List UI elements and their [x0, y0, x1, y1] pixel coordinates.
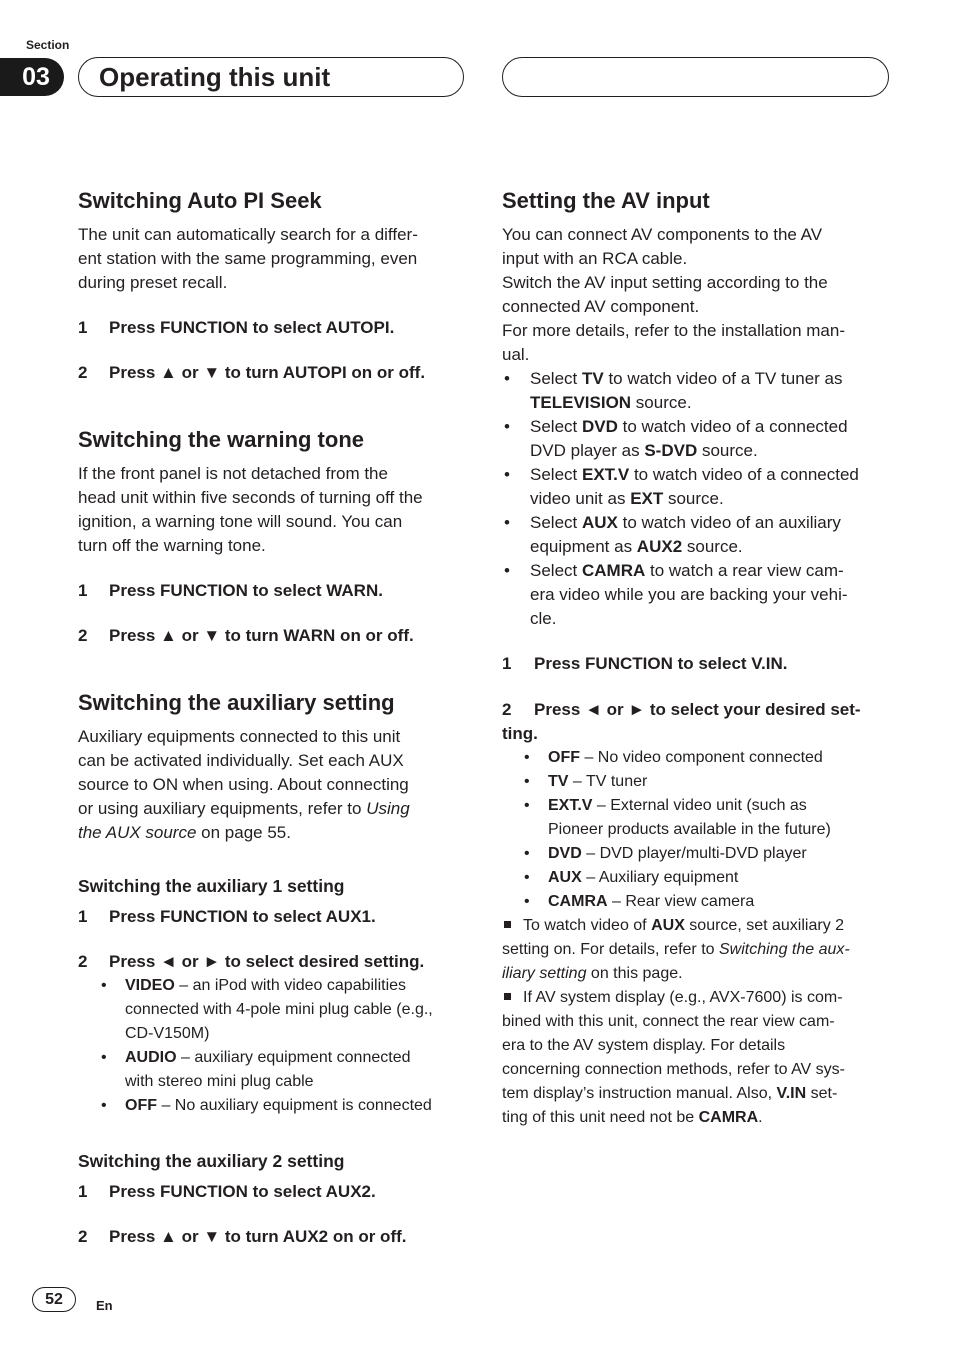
aux1-option-off: • OFF – No auxiliary equipment is connected [101, 1097, 432, 1114]
av-bullet-dvd: • Select DVD to watch video of a connected DVD player as S-DVD source. [504, 417, 848, 460]
heading-auto-pi: Switching Auto PI Seek [78, 188, 322, 213]
note-aux: To watch video of AUX source, set auxiliary 2 setting on. For details, refer to Switching the aux- iliary setting on this page. [502, 917, 850, 982]
aux2-step-1: 1 Press FUNCTION to select AUX2. [78, 1182, 376, 1201]
section-number-badge: 03 [0, 58, 64, 96]
heading-warning-tone: Switching the warning tone [78, 427, 364, 452]
heading-aux2: Switching the auxiliary 2 setting [78, 1151, 345, 1171]
av-step-1: 1 Press FUNCTION to select V.IN. [502, 654, 788, 673]
av-bullet-extv: • Select EXT.V to watch video of a connected video unit as EXT source. [504, 465, 859, 508]
av-step-2-cont: ting. [502, 724, 538, 743]
right-column [502, 186, 890, 1130]
header-blank-box [502, 57, 889, 97]
aux2-step-2: 2 Press ▲ or ▼ to turn AUX2 on or off. [78, 1227, 407, 1246]
av-option-extv: • EXT.V – External video unit (such as Pioneer products available in the future) [524, 797, 831, 838]
warn-step-1: 1 Press FUNCTION to select WARN. [78, 581, 383, 600]
auto-pi-para: The unit can automatically search for a differ- ent station with the same programming, even during preset recall. [78, 225, 418, 292]
left-column [78, 186, 466, 1249]
av-input-para: You can connect AV components to the AV input with an RCA cable. Switch the AV input setting according to the connected AV component. For more details, refer to the installation man- ual. [502, 225, 845, 364]
note-square-icon [504, 921, 511, 928]
av-step-2: 2 Press ◄ or ► to select your desired set- [502, 700, 861, 719]
section-label: Section [26, 38, 70, 52]
note-av-system: If AV system display (e.g., AVX-7600) is com- bined with this unit, connect the rear view cam- era to the AV system display. For details concerning connection methods, refer to AV sys- tem display’s instruction manual. Also, V.IN set- ting of this unit need not be CAMRA. [502, 989, 845, 1126]
page-number: 52 [32, 1287, 76, 1312]
language-label: En [96, 1298, 113, 1313]
auto-pi-step-2: 2 Press ▲ or ▼ to turn AUTOPI on or off. [78, 363, 426, 382]
av-option-aux: • AUX – Auxiliary equipment [524, 869, 739, 886]
warn-step-2: 2 Press ▲ or ▼ to turn WARN on or off. [78, 626, 414, 645]
heading-av-input: Setting the AV input [502, 188, 710, 213]
heading-aux1: Switching the auxiliary 1 setting [78, 876, 345, 896]
note-square-icon [504, 993, 511, 1000]
heading-aux-setting: Switching the auxiliary setting [78, 690, 395, 715]
aux1-step-2: 2 Press ◄ or ► to select desired setting. [78, 952, 425, 971]
av-option-dvd: • DVD – DVD player/multi-DVD player [524, 845, 807, 862]
page-title: Operating this unit [78, 57, 464, 97]
aux1-step-1: 1 Press FUNCTION to select AUX1. [78, 907, 376, 926]
aux1-option-video: • VIDEO – an iPod with video capabilities connected with 4-pole mini plug cable (e.g., CD-V150M) [101, 977, 433, 1042]
av-bullet-aux: • Select AUX to watch video of an auxiliary equipment as AUX2 source. [504, 513, 841, 556]
av-option-camra: • CAMRA – Rear view camera [524, 893, 755, 910]
av-option-off: • OFF – No video component connected [524, 749, 823, 766]
av-option-tv: • TV – TV tuner [524, 773, 648, 790]
aux1-option-audio: • AUDIO – auxiliary equipment connected with stereo mini plug cable [101, 1049, 411, 1090]
av-bullet-tv: • Select TV to watch video of a TV tuner as TELEVISION source. [504, 369, 843, 412]
aux-setting-para: Auxiliary equipments connected to this unit can be activated individually. Set each AUX source to ON when using. About connecting or using auxiliary equipments, refer to Using the AUX source on page 55. [78, 727, 410, 842]
auto-pi-step-1: 1 Press FUNCTION to select AUTOPI. [78, 318, 395, 337]
av-bullet-camra: • Select CAMRA to watch a rear view cam- era video while you are backing your vehi- cle. [504, 561, 848, 628]
warning-tone-para: If the front panel is not detached from the head unit within five seconds of turning off the ignition, a warning tone will sound. You can turn off the warning tone. [78, 464, 423, 555]
